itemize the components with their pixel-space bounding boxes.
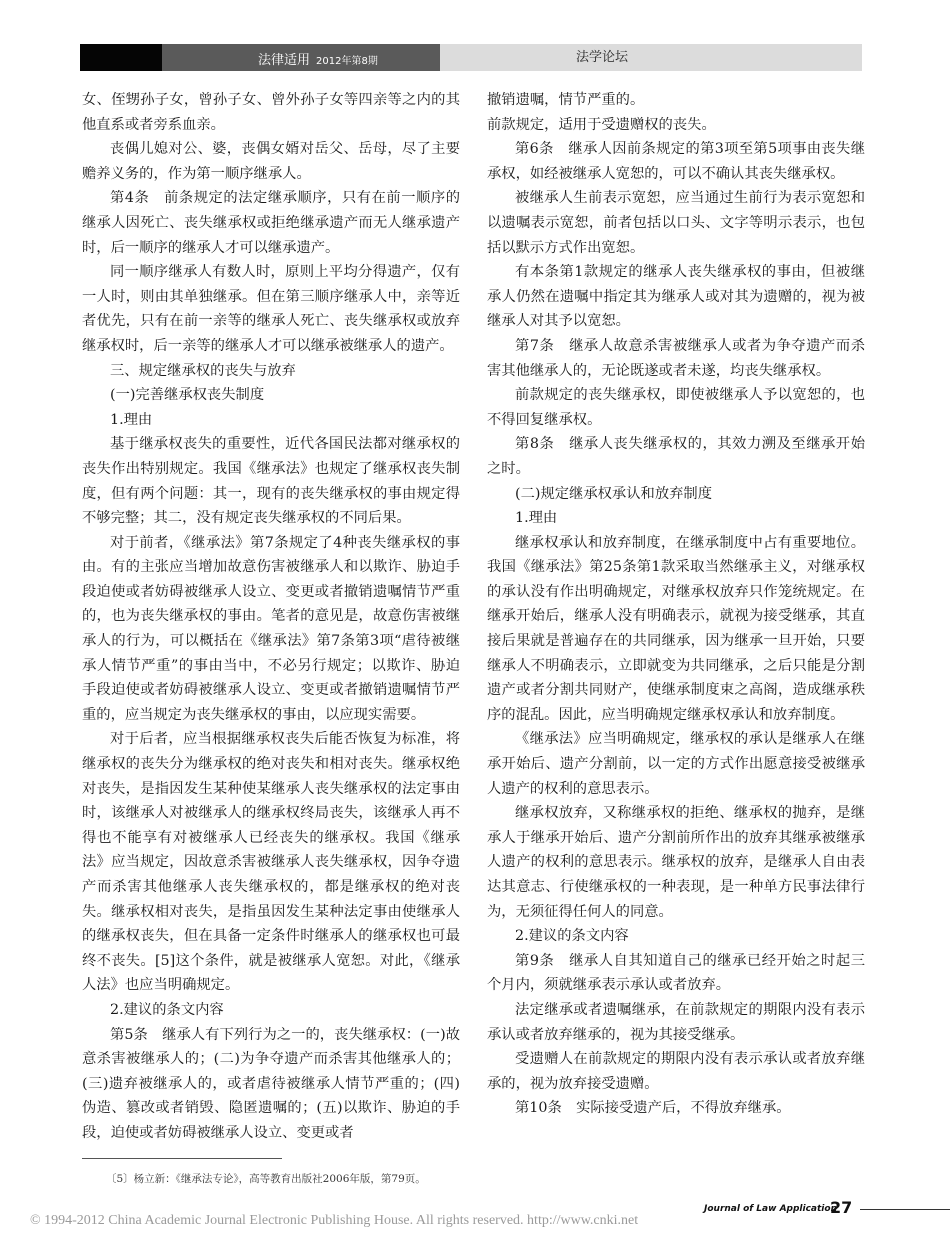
paragraph: 受遗赠人在前款规定的期限内没有表示承认或者放弃继承的，视为放弃接受遗赠。 xyxy=(487,1051,865,1092)
paragraph: 对于后者，应当根据继承权丧失后能否恢复为标准，将继承权的丧失分为继承权的绝对丧失和相对丧失。继承权绝对丧失，是指因发生某种使某继承人丧失继承权的法定事由时，该继承人对被继承人的继承权终局丧失，该继承人再不得也不能享有对被继承人已经丧失的继承权。我国《继承法》应当规定，因故意杀害被继承人丧失继承权，因争夺遗产而杀害其他继承人丧失继承权的，都是继承权的绝对丧失。继承权相对丧失，是指虽因发生某种法定事由使继承人的继承权丧失，但在具备一定条件时继承人的继承权也可最终不丧失。[5]这个条件，就是被继承人宽恕。对此，《继承人法》也应当明确规定。 xyxy=(82,731,460,994)
paragraph: 第8条 继承人丧失继承权的，其效力溯及至继承开始之时。 xyxy=(487,436,865,477)
copyright-watermark: © 1994-2012 China Academic Journal Electronic Publishing House. All rights reserved. http://www.cnki.net xyxy=(30,1213,639,1228)
paragraph: 被继承人生前表示宽恕，应当通过生前行为表示宽恕和以遗嘱表示宽恕，前者包括以口头、文字等明示表示，也包括以默示方式作出宽恕。 xyxy=(487,190,865,256)
paragraph: 第5条 继承人有下列行为之一的，丧失继承权：(一)故意杀害被继承人的；(二)为争夺遗产而杀害其他继承人的；(三)遗弃被继承人的，或者虐待被继承人情节严重的；(四)伪造、篡改或者销毁、隐匿遗嘱的；(五)以欺诈、胁迫的手段，迫使或者妨碍被继承人设立、变更或者 xyxy=(82,1026,460,1141)
journal-issue: 2012年第8期 xyxy=(316,56,378,67)
footnote: 〔5〕杨立新：《继承法专论》，高等教育出版社2006年版，第79页。 xyxy=(106,1173,426,1185)
header-black-block xyxy=(80,44,162,71)
paragraph: 第7条 继承人故意杀害被继承人或者为争夺遗产而杀害其他继承人的，无论既遂或者未遂，均丧失继承权。 xyxy=(487,337,865,379)
left-column xyxy=(82,88,460,1146)
paragraph: 女、侄甥孙子女，曾孙子女、曾外孙子女等四亲等之内的其他直系或者旁系血亲。 xyxy=(82,92,460,133)
paragraph: 第10条 实际接受遗产后，不得放弃继承。 xyxy=(515,1100,791,1117)
paragraph: 同一顺序继承人有数人时，原则上平均分得遗产，仅有一人时，则由其单独继承。但在第三顺序继承人中，亲等近者优先，只有在前一亲等的继承人死亡、丧失继承权或放弃继承权时，后一亲等的继承人才可以继承被继承人的遗产。 xyxy=(82,264,460,354)
paragraph: 继承权承认和放弃制度，在继承制度中占有重要地位。我国《继承法》第25条第1款采取当然继承主义，对继承权的承认没有作出明确规定，对继承权放弃只作笼统规定。在继承开始后，继承人没有明确表示，就视为接受继承，其直接后果就是普遍存在的共同继承，因为继承一旦开始，只要继承人不明确表示，立即就变为共同继承，之后只能是分割遗产或者分割共同财产，使继承制度束之高阁，造成继承秩序的混乱。因此，应当明确规定继承权承认和放弃制度。 xyxy=(487,534,865,723)
paragraph: 丧偶儿媳对公、婆，丧偶女婿对岳父、岳母，尽了主要赡养义务的，作为第一顺序继承人。 xyxy=(82,141,460,182)
section-name: 法学论坛 xyxy=(576,50,629,65)
footer-rule xyxy=(860,1209,950,1210)
footer-journal-en: Journal of Law Application xyxy=(704,1204,837,1214)
paragraph: 《继承法》应当明确规定，继承权的承认是继承人在继承开始后、遗产分割前，以一定的方式作出愿意接受被继承人遗产的权利的意思表示。 xyxy=(487,731,865,797)
paragraph: 1.理由 xyxy=(110,411,153,428)
paragraph: 前款规定的丧失继承权，即使被继承人予以宽恕的，也不得回复继承权。 xyxy=(487,387,865,428)
paragraph: 第9条 继承人自其知道自己的继承已经开始之时起三个月内，须就继承表示承认或者放弃。 xyxy=(487,952,865,994)
paragraph: 继承权放弃，又称继承权的拒绝、继承权的抛弃，是继承人于继承开始后、遗产分割前所作出的放弃其继承被继承人遗产的权利的意思表示。继承权的放弃，是继承人自由表达其意志、行使继承权的一种表现，是一种单方民事法律行为，无须征得任何人的同意。 xyxy=(487,805,865,920)
header-bar-right xyxy=(440,44,862,71)
footnote-rule xyxy=(82,1158,282,1159)
paragraph: 第6条 继承人因前条规定的第3项至第5项事由丧失继承权，如经被继承人宽恕的，可以不确认其丧失继承权。 xyxy=(487,141,865,182)
paragraph: 1.理由 xyxy=(515,510,558,527)
paragraph: (二)规定继承权承认和放弃制度 xyxy=(515,485,713,502)
paragraph: 对于前者，《继承法》第7条规定了4种丧失继承权的事由。有的主张应当增加故意伤害被继承人和以欺诈、胁迫手段迫使或者妨碍被继承人设立、变更或者撤销遗嘱情节严重的，也为丧失继承权的事由。笔者的意见是，故意伤害被继承人的行为，可以概括在《继承法》第7条第3项“虐待被继承人情节严重”的事由当中，不必另行规定；以欺诈、胁迫手段迫使或者妨碍被继承人设立、变更或者撤销遗嘱情节严重的，应当规定为丧失继承权的事由，以应现实需要。 xyxy=(82,534,460,723)
journal-name: 法律适用 xyxy=(258,53,311,68)
right-column xyxy=(487,88,865,1121)
paragraph: 三、规定继承权的丧失与放弃 xyxy=(110,362,296,379)
paragraph: 法定继承或者遗嘱继承，在前款规定的期限内没有表示承认或者放弃继承的，视为其接受继承。 xyxy=(487,1001,865,1043)
paragraph: 第4条 前条规定的法定继承顺序，只有在前一顺序的继承人因死亡、丧失继承权或拒绝继承遗产而无人继承遗产时，后一顺序的继承人才可以继承遗产。 xyxy=(82,190,460,256)
page-number: 27 xyxy=(830,1198,853,1217)
paragraph: 基于继承权丧失的重要性，近代各国民法都对继承权的丧失作出特别规定。我国《继承法》也规定了继承权丧失制度，但有两个问题：其一，现有的丧失继承权的事由规定得不够完整；其二，没有规定丧失继承权的不同后果。 xyxy=(82,436,460,527)
header-bar-left xyxy=(80,44,440,71)
paragraph: 撤销遗嘱，情节严重的。 xyxy=(487,92,645,108)
paragraph: 2.建议的条文内容 xyxy=(110,1001,224,1018)
paragraph: 前款规定，适用于受遗赠权的丧失。 xyxy=(487,116,716,133)
header-journal xyxy=(258,49,378,68)
paragraph: (一)完善继承权丧失制度 xyxy=(110,387,265,404)
paragraph: 2.建议的条文内容 xyxy=(515,928,629,945)
paragraph: 有本条第1款规定的继承人丧失继承权的事由，但被继承人仍然在遗嘱中指定其为继承人或对其为遗赠的，视为被继承人对其予以宽恕。 xyxy=(487,264,865,330)
